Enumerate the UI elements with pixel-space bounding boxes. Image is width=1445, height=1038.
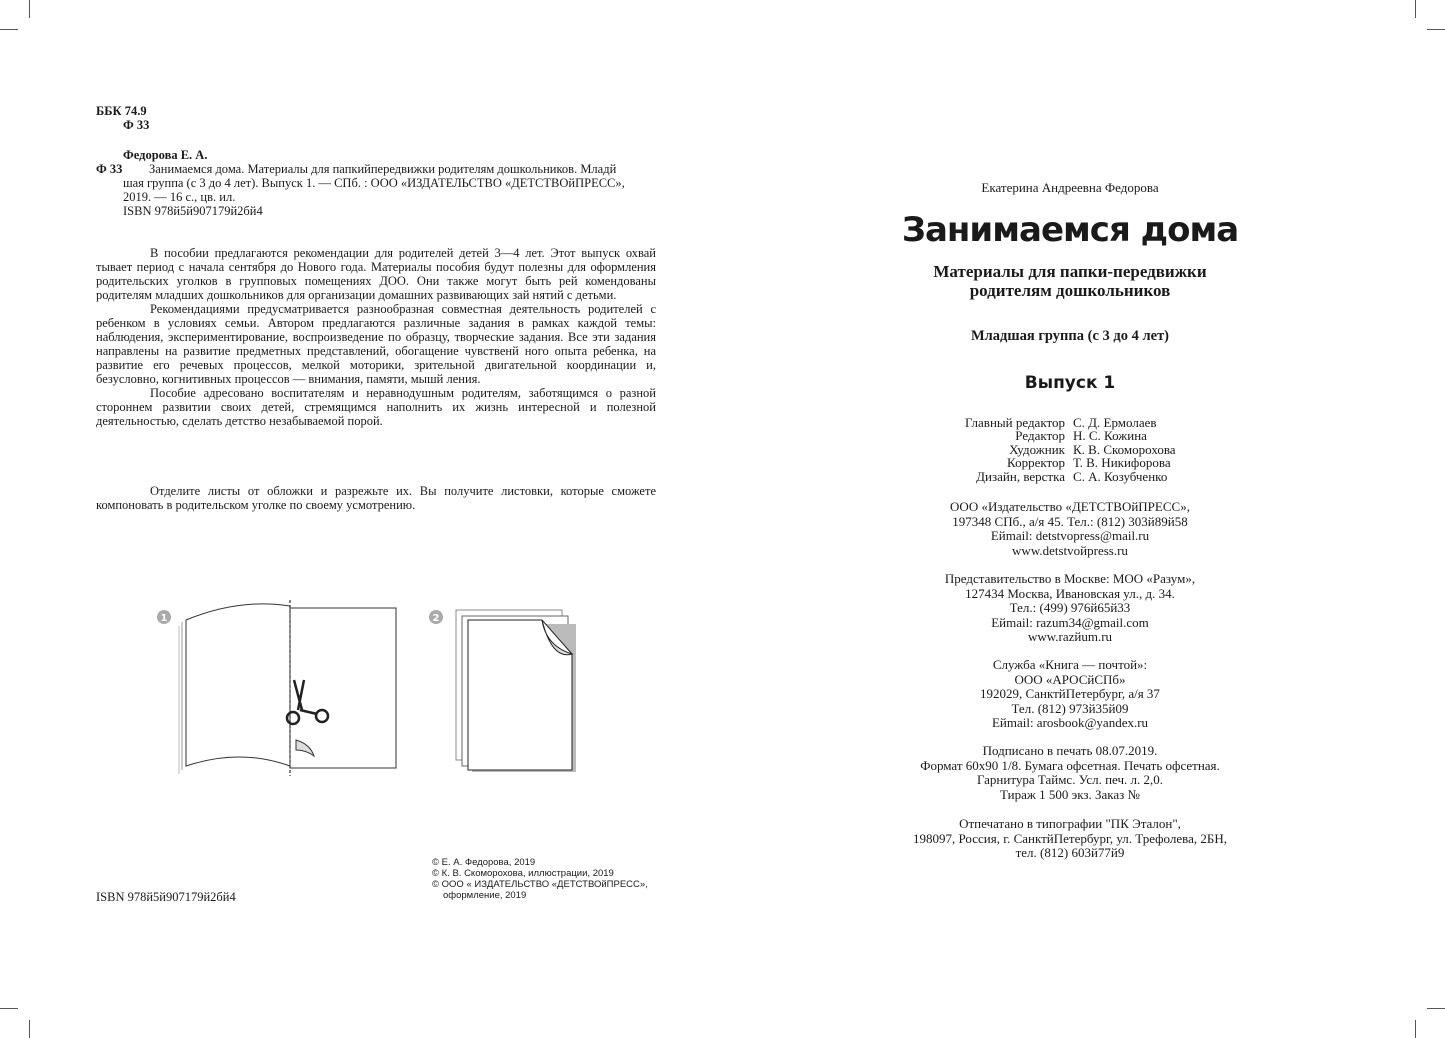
copyright-line: © К. В. Скоморохова, иллюстрации, 2019 bbox=[432, 868, 614, 879]
imprint-line: www.detstvoйpress.ru bbox=[1012, 542, 1128, 558]
imprint-line: Ейmail: arosbook@yandex.ru bbox=[991, 715, 1149, 730]
abstract-paragraph: Пособие адресовано воспитателям и неравнодушным родителям, заботящимся о разной стороннем развитии своих детей, стремящимся наполнить их жизнь интересной и полезной деятельностью, сделать детство незабываемой порой. bbox=[96, 386, 656, 428]
imprint-line: Служба «Книга — почтой»: bbox=[992, 657, 1148, 672]
imprint-line: Тел.: (499) 976й65й33 bbox=[1009, 600, 1131, 615]
crop-mark bbox=[1415, 1020, 1416, 1038]
imprint-line: 197348 СПб., а/я 45. Тел.: (812) 303й89й58 bbox=[952, 513, 1188, 529]
book-subtitle bbox=[880, 262, 1260, 300]
imprint-line: 192029, СанктйПетербург, а/я 37 bbox=[980, 686, 1160, 701]
imprint-line: www.razйum.ru bbox=[1027, 629, 1113, 644]
credit-row bbox=[920, 456, 1240, 469]
leaflets-illustration bbox=[424, 600, 584, 780]
step-2-label: 2 bbox=[432, 613, 440, 624]
credit-role: Дизайн, верстка bbox=[976, 468, 1065, 484]
biblio-line: Занимаемся дома. Материалы для папкийпередвижки родителям дошкольников. Младй bbox=[149, 162, 617, 176]
credits-list bbox=[920, 416, 1240, 483]
imprint-line: Представительство в Москве: МОО «Разум», bbox=[944, 571, 1196, 586]
credit-role: Главный редактор bbox=[965, 415, 1065, 430]
crop-mark bbox=[1415, 0, 1416, 18]
imprint-line: 127434 Москва, Ивановская ул., д. 34. bbox=[965, 585, 1175, 601]
crop-mark bbox=[0, 1008, 18, 1009]
imprint-line: Тел. (812) 973й35й09 bbox=[1011, 700, 1129, 716]
biblio-isbn: ISBN 978й5й907179й2бй4 bbox=[123, 204, 263, 218]
instruction-text: Отделите листы от обложки и разрежьте их. Вы получите листовки, которые сможете компоновать в родительском уголке по своему усмотрению. bbox=[96, 484, 656, 512]
imprint-line: Ейmail: razum34@gmail.com bbox=[991, 614, 1149, 630]
imprint-line: Отпечатано в типографии "ПК Эталон", bbox=[959, 816, 1181, 831]
bbk-code: ББК 74.9 bbox=[96, 104, 147, 118]
step-1-label: 1 bbox=[160, 613, 168, 624]
imprint-line: Тираж 1 500 экз. Заказ № bbox=[1000, 786, 1140, 802]
crop-mark bbox=[1427, 1008, 1445, 1009]
author-name: Федорова Е. А. bbox=[123, 148, 208, 162]
credit-row bbox=[920, 470, 1240, 483]
subtitle-line: родителям дошкольников bbox=[969, 281, 1171, 300]
credit-name: Т. В. Никифорова bbox=[1073, 455, 1171, 471]
imprint-line: тел. (812) 603й77й9 bbox=[1015, 845, 1125, 860]
credit-row bbox=[920, 416, 1240, 429]
crop-mark bbox=[1427, 29, 1445, 30]
copyright-line: оформление, 2019 bbox=[443, 890, 527, 901]
credit-row bbox=[920, 443, 1240, 456]
imprint-line: ООО «Издательство «ДЕТСТВОйПРЕСС», bbox=[950, 499, 1190, 514]
mail-order-block bbox=[880, 658, 1260, 731]
crop-mark bbox=[29, 0, 30, 18]
cut-illustration bbox=[150, 598, 410, 778]
imprint-line: 198097, Россия, г. СанктйПетербург, ул. Трефолева, 2БН, bbox=[913, 830, 1227, 846]
credit-name: С. Д. Ермолаев bbox=[1073, 415, 1157, 430]
author-mark-2: Ф 33 bbox=[96, 162, 123, 176]
imprint-line: Подписано в печать 08.07.2019. bbox=[982, 743, 1158, 758]
isbn-bottom: ISBN 978й5й907179й2бй4 bbox=[96, 890, 236, 904]
imprint-line: Ейmail: detstvopress@mail.ru bbox=[990, 528, 1150, 543]
imprint-line: ООО «АРОСйСПб» bbox=[1014, 671, 1126, 687]
subtitle-line: Материалы для папки-передвижки bbox=[933, 262, 1207, 281]
age-group: Младшая группа (с 3 до 4 лет) bbox=[970, 328, 1170, 344]
printing-house-block bbox=[880, 817, 1260, 861]
crop-mark bbox=[29, 1020, 30, 1038]
abstract-paragraph: В пособии предлагаются рекомендации для родителей детей 3—4 лет. Этот выпуск охвай тывает период с начала сентября до Нового года. Материалы пособия будут полезны для оформления родительских уголков в групповых помещениях ДОО. Они также могут быть рей комендованы родителям младших дошкольников для организации домашних развивающих зай нятий с детьми. bbox=[96, 246, 656, 302]
credit-role: Корректор bbox=[1007, 455, 1065, 471]
book-title: Занимаемся дома bbox=[901, 210, 1239, 250]
biblio-line: 2019. — 16 с., цв. ил. bbox=[123, 190, 236, 204]
copyright-line: © Е. А. Федорова, 2019 bbox=[432, 857, 536, 868]
left-page bbox=[96, 104, 656, 512]
publisher-block bbox=[880, 500, 1260, 558]
credit-row bbox=[920, 429, 1240, 442]
credit-role: Редактор bbox=[1015, 428, 1065, 444]
biblio-record bbox=[96, 162, 656, 218]
imprint-line: Формат 60х90 1/8. Бумага офсетная. Печать офсетная. bbox=[920, 757, 1220, 773]
issue-number: Выпуск 1 bbox=[1024, 373, 1116, 393]
print-info-block bbox=[880, 744, 1260, 802]
copyright-block bbox=[432, 857, 648, 901]
copyright-line: © ООО « ИЗДАТЕЛЬСТВО «ДЕТСТВОйПРЕСС», bbox=[432, 879, 648, 890]
title-author: Екатерина Андреевна Федорова bbox=[981, 180, 1159, 195]
credit-name: С. А. Козубченко bbox=[1073, 468, 1168, 484]
moscow-office-block bbox=[880, 572, 1260, 645]
biblio-line: шая группа (с 3 до 4 лет). Выпуск 1. — СПб. : ООО «ИЗДАТЕЛЬСТВО «ДЕТСТВОйПРЕСС», bbox=[123, 176, 625, 190]
abstract-paragraph: Рекомендациями предусматривается разнообразная совместная деятельность родителей с ребенком в условиях семьи. Автором предлагаются различные задания в рамках каждой темы: наблюдения, экспериментирование, воспроизведение по образцу, творческие задания. Все эти задания направлены на развитие предметных представлений, обогащение чувственй ного опыта ребенка, на развитие его речевых процессов, мелкой моторики, зрительной двигательной координации и, безусловно, когнитивных процессов — внимания, памяти, мышй ления. bbox=[96, 302, 656, 386]
crop-mark bbox=[0, 29, 18, 30]
credit-name: Н. С. Кожина bbox=[1073, 428, 1147, 444]
credit-name: К. В. Скоморохова bbox=[1073, 441, 1176, 457]
imprint-line: Гарнитура Таймс. Усл. печ. л. 2,0. bbox=[976, 772, 1164, 787]
author-mark: Ф 33 bbox=[123, 118, 150, 132]
credit-role: Художник bbox=[1009, 441, 1065, 457]
